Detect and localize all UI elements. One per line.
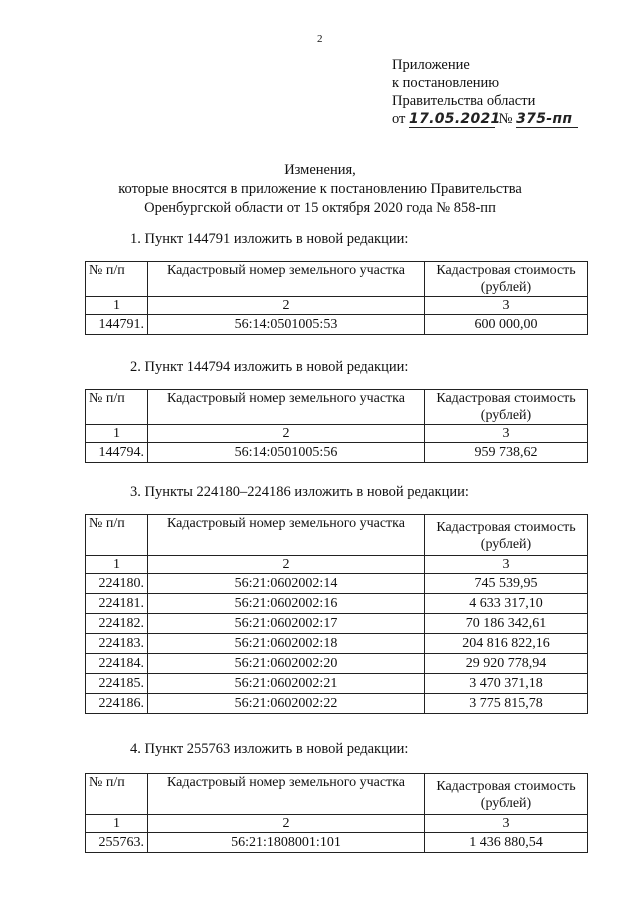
row-cadastral-number: 56:21:0602002:20	[148, 654, 425, 674]
table-row	[86, 614, 588, 634]
row-num: 144794.	[86, 443, 148, 463]
header-num: № п/п	[86, 262, 148, 297]
table-row	[86, 574, 588, 594]
table-row	[86, 443, 588, 463]
table-header-row	[86, 774, 588, 815]
row-value: 3 775 815,78	[425, 694, 588, 714]
row-cadastral-number: 56:14:0501005:53	[148, 315, 425, 335]
page-number: 2	[317, 33, 323, 45]
index-2: 2	[148, 556, 425, 574]
row-num: 224185.	[86, 674, 148, 694]
row-cadastral-number: 56:21:0602002:16	[148, 594, 425, 614]
section-4-table	[85, 773, 588, 853]
header-cadastral-number: Кадастровый номер земельного участка	[148, 774, 425, 815]
appendix-line-1: Приложение	[392, 57, 470, 73]
row-cadastral-number: 56:21:0602002:14	[148, 574, 425, 594]
row-value: 70 186 342,61	[425, 614, 588, 634]
heading-line-2: которые вносятся в приложение к постановлению Правительства	[118, 181, 522, 197]
row-cadastral-number: 56:21:0602002:18	[148, 634, 425, 654]
table-index-row	[86, 815, 588, 833]
handwritten-date: 17.05.2021	[409, 111, 501, 127]
row-num: 224182.	[86, 614, 148, 634]
row-cadastral-number: 56:14:0501005:56	[148, 443, 425, 463]
header-cadastral-value: Кадастровая стоимость (рублей)	[425, 515, 588, 556]
row-num: 255763.	[86, 833, 148, 853]
row-num: 144791.	[86, 315, 148, 335]
index-2: 2	[148, 815, 425, 833]
header-num: № п/п	[86, 515, 148, 556]
index-1: 1	[86, 425, 148, 443]
index-1: 1	[86, 297, 148, 315]
header-num: № п/п	[86, 390, 148, 425]
from-label: от	[392, 111, 406, 127]
section-2-table	[85, 389, 588, 463]
table-row	[86, 674, 588, 694]
row-value: 3 470 371,18	[425, 674, 588, 694]
table-row	[86, 654, 588, 674]
table-row	[86, 634, 588, 654]
index-3: 3	[425, 556, 588, 574]
appendix-line-3: Правительства области	[392, 93, 536, 109]
row-num: 224186.	[86, 694, 148, 714]
row-value: 29 920 778,94	[425, 654, 588, 674]
index-3: 3	[425, 297, 588, 315]
row-value: 204 816 822,16	[425, 634, 588, 654]
section-3-table	[85, 514, 588, 714]
section-1-title: 1. Пункт 144791 изложить в новой редакции:	[130, 231, 409, 247]
header-cadastral-value: Кадастровая стоимость (рублей)	[425, 262, 588, 297]
header-cadastral-number: Кадастровый номер земельного участка	[148, 262, 425, 297]
header-cadastral-value: Кадастровая стоимость (рублей)	[425, 774, 588, 815]
section-4-title: 4. Пункт 255763 изложить в новой редакции:	[130, 741, 409, 757]
appendix-line-4	[392, 110, 578, 128]
handwritten-number: 375-пп	[516, 111, 578, 128]
table-row	[86, 594, 588, 614]
section-1-table	[85, 261, 588, 335]
index-2: 2	[148, 425, 425, 443]
table-header-row	[86, 515, 588, 556]
index-1: 1	[86, 556, 148, 574]
row-cadastral-number: 56:21:0602002:22	[148, 694, 425, 714]
table-row	[86, 833, 588, 853]
row-value: 1 436 880,54	[425, 833, 588, 853]
number-label: №	[498, 111, 513, 127]
header-cadastral-value: Кадастровая стоимость (рублей)	[425, 390, 588, 425]
row-value: 959 738,62	[425, 443, 588, 463]
index-2: 2	[148, 297, 425, 315]
row-value: 745 539,95	[425, 574, 588, 594]
table-index-row	[86, 425, 588, 443]
row-num: 224180.	[86, 574, 148, 594]
table-row	[86, 694, 588, 714]
header-cadastral-number: Кадастровый номер земельного участка	[148, 515, 425, 556]
row-cadastral-number: 56:21:1808001:101	[148, 833, 425, 853]
index-3: 3	[425, 425, 588, 443]
table-header-row	[86, 262, 588, 297]
appendix-block	[392, 56, 578, 128]
header-num: № п/п	[86, 774, 148, 815]
table-row	[86, 315, 588, 335]
table-header-row	[86, 390, 588, 425]
section-3-title: 3. Пункты 224180–224186 изложить в новой редакции:	[130, 484, 469, 500]
row-cadastral-number: 56:21:0602002:21	[148, 674, 425, 694]
row-value: 600 000,00	[425, 315, 588, 335]
appendix-line-2: к постановлению	[392, 75, 500, 91]
row-cadastral-number: 56:21:0602002:17	[148, 614, 425, 634]
section-2-title: 2. Пункт 144794 изложить в новой редакции:	[130, 359, 409, 375]
header-cadastral-number: Кадастровый номер земельного участка	[148, 390, 425, 425]
heading-line-1: Изменения,	[284, 162, 356, 178]
heading-line-3: Оренбургской области от 15 октября 2020 года № 858-пп	[144, 200, 496, 216]
table-index-row	[86, 556, 588, 574]
table-index-row	[86, 297, 588, 315]
row-value: 4 633 317,10	[425, 594, 588, 614]
index-3: 3	[425, 815, 588, 833]
row-num: 224181.	[86, 594, 148, 614]
row-num: 224184.	[86, 654, 148, 674]
document-heading	[0, 161, 640, 218]
row-num: 224183.	[86, 634, 148, 654]
index-1: 1	[86, 815, 148, 833]
